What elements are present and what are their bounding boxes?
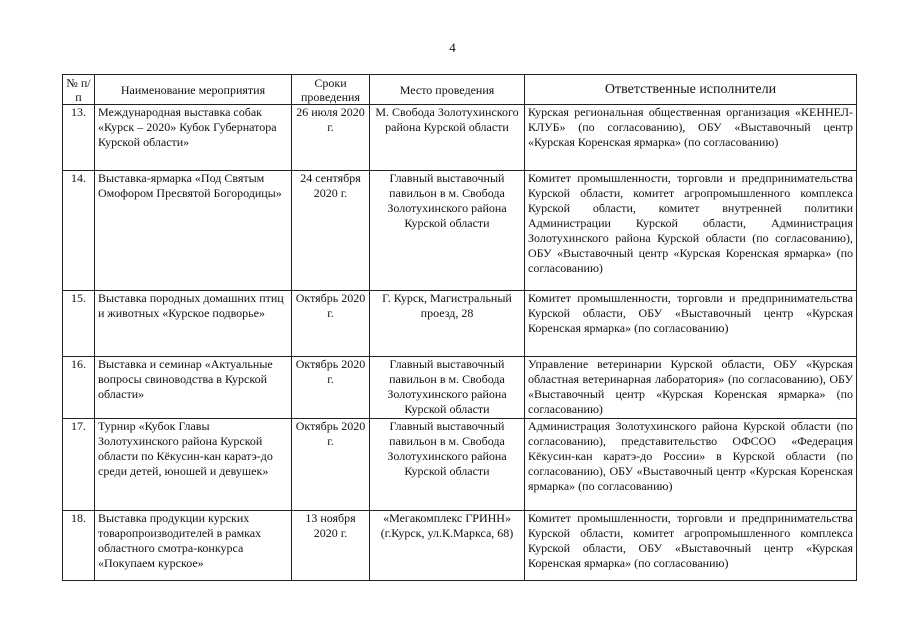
cell-date: 13 ноября 2020 г. — [292, 511, 370, 581]
table-row — [63, 105, 857, 171]
cell-place: Главный выставочный павильон в м. Свобода Золотухинского района Курской области — [370, 357, 525, 419]
table-row — [63, 511, 857, 581]
cell-num: 16. — [63, 357, 95, 419]
cell-date: 26 июля 2020 г. — [292, 105, 370, 171]
header-num: № п/п — [63, 75, 95, 105]
cell-date: Октябрь 2020 г. — [292, 357, 370, 419]
cell-resp: Администрация Золотухинского района Курской области (по согласованию), представительство ОФСОО «Федерация Кёкусин-кан каратэ-до России» в Курской области (по согласованию), ОБУ «Выставочный центр «Курская Коренская ярмарка» (по согласованию) — [525, 419, 857, 511]
cell-resp: Курская региональная общественная организация «КЕННЕЛ-КЛУБ» (по согласованию), ОБУ «Выставочный центр «Курская Коренская ярмарка» (по согласованию) — [525, 105, 857, 171]
table-row — [63, 171, 857, 291]
header-resp: Ответственные исполнители — [525, 75, 857, 105]
table-row — [63, 419, 857, 511]
cell-num: 17. — [63, 419, 95, 511]
header-place: Место проведения — [370, 75, 525, 105]
cell-name: Выставка-ярмарка «Под Святым Омофором Пресвятой Богородицы» — [95, 171, 292, 291]
table-row — [63, 357, 857, 419]
cell-name: Выставка породных домашних птиц и животных «Курское подворье» — [95, 291, 292, 357]
cell-place: Главный выставочный павильон в м. Свобода Золотухинского района Курской области — [370, 419, 525, 511]
cell-num: 15. — [63, 291, 95, 357]
cell-date: Октябрь 2020 г. — [292, 419, 370, 511]
cell-name: Выставка и семинар «Актуальные вопросы свиноводства в Курской области» — [95, 357, 292, 419]
header-date: Сроки проведения — [292, 75, 370, 105]
cell-date: Октябрь 2020 г. — [292, 291, 370, 357]
cell-date: 24 сентября 2020 г. — [292, 171, 370, 291]
cell-place: Главный выставочный павильон в м. Свобода Золотухинского района Курской области — [370, 171, 525, 291]
cell-resp: Комитет промышленности, торговли и предпринимательства Курской области, комитет агропромышленного комплекса Курской области, ОБУ «Выставочный центр «Курская Коренская ярмарка» (по согласованию) — [525, 511, 857, 581]
cell-num: 18. — [63, 511, 95, 581]
table-row — [63, 291, 857, 357]
events-table — [62, 74, 857, 581]
cell-name: Турнир «Кубок Главы Золотухинского района Курской области по Кёкусин-кан каратэ-до среди детей, юношей и девушек» — [95, 419, 292, 511]
cell-resp: Комитет промышленности, торговли и предпринимательства Курской области, ОБУ «Выставочный центр «Курская Коренская ярмарка» (по согласованию) — [525, 291, 857, 357]
cell-place: М. Свобода Золотухинского района Курской области — [370, 105, 525, 171]
cell-resp: Комитет промышленности, торговли и предпринимательства Курской области, комитет агропромышленного комплекса Курской области, комитет внутренней политики Администрации Курской области, Администрация Золотухинского района Курской области (по согласованию), ОБУ «Выставочный центр «Курская Коренская ярмарка» (по согласованию) — [525, 171, 857, 291]
cell-name: Выставка продукции курских товаропроизводителей в рамках областного смотра-конкурса «Покупаем курское» — [95, 511, 292, 581]
header-name: Наименование мероприятия — [95, 75, 292, 105]
table-header-row — [63, 75, 857, 105]
cell-num: 14. — [63, 171, 95, 291]
cell-place: Г. Курск, Магистральный проезд, 28 — [370, 291, 525, 357]
cell-name: Международная выставка собак «Курск – 2020» Кубок Губернатора Курской области» — [95, 105, 292, 171]
cell-resp: Управление ветеринарии Курской области, ОБУ «Курская областная ветеринарная лаборатория» (по согласованию), ОБУ «Выставочный центр «Курская Коренская ярмарка» (по согласованию) — [525, 357, 857, 419]
cell-place: «Мегакомплекс ГРИНН» (г.Курск, ул.К.Маркса, 68) — [370, 511, 525, 581]
page-number: 4 — [449, 40, 456, 55]
cell-num: 13. — [63, 105, 95, 171]
